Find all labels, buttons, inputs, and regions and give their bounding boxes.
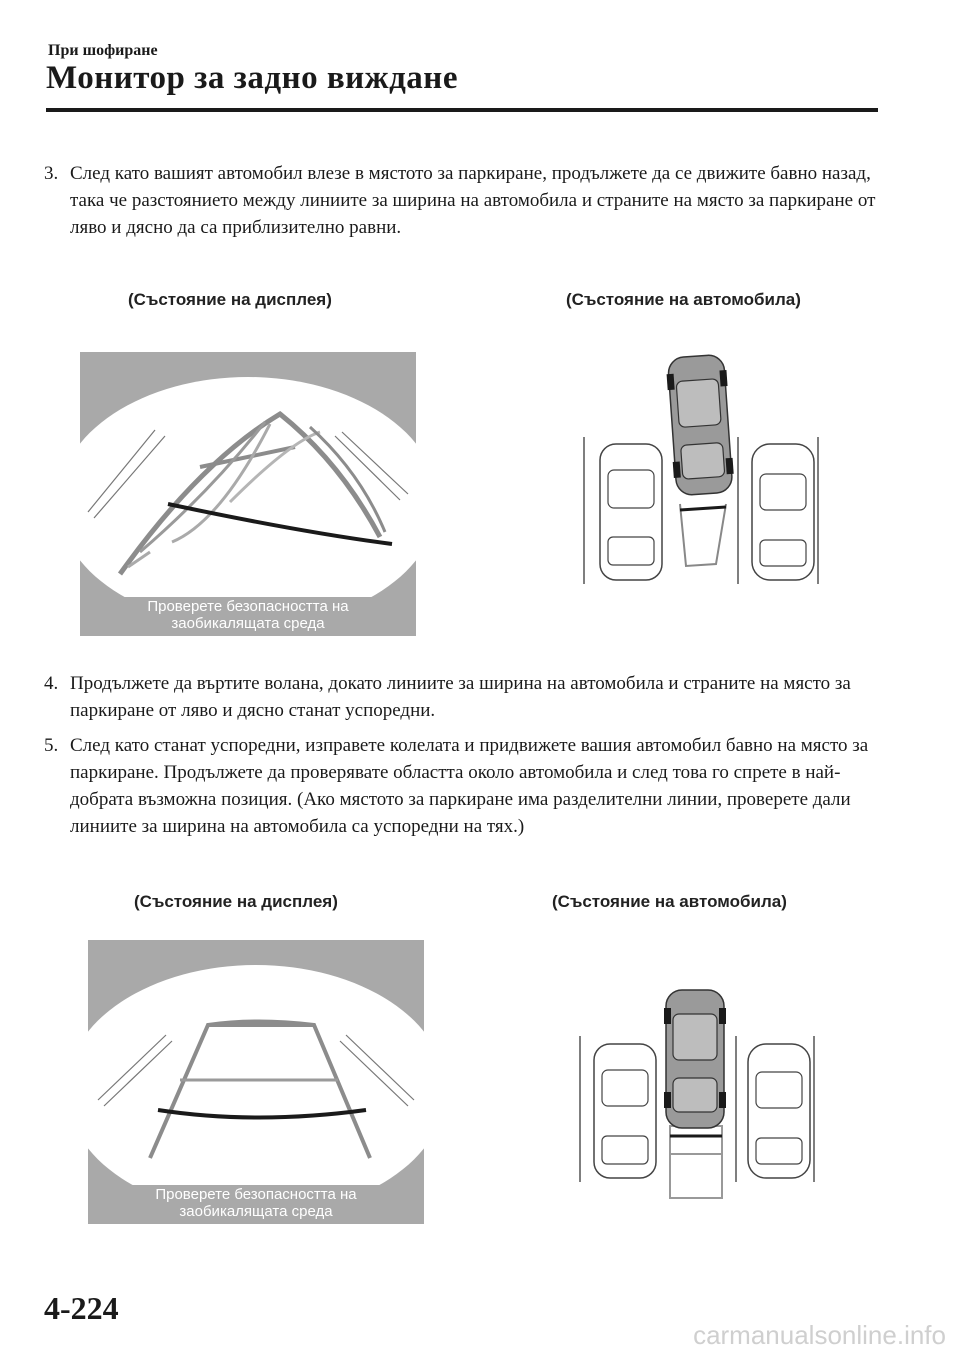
watermark: carmanualsonline.info <box>693 1320 946 1350</box>
page-number: 4-224 <box>44 1290 119 1326</box>
page-title: Монитор за задно виждане <box>46 60 458 96</box>
step-3 <box>44 160 884 241</box>
rear-camera-display-turning <box>80 352 416 636</box>
vehicle-state-parked <box>572 986 822 1204</box>
step-number: 3. <box>44 163 59 184</box>
safety-message: Проверете безопасността на заобикалящата среда <box>147 598 349 632</box>
display-state-caption: (Състояние на дисплея) <box>134 892 338 911</box>
step-text: След като станат успоредни, изправете колелата и придвижете вашия автомобил бавно на място за паркиране. Продължете да проверявате областта около автомобила и след това го спрете в най-добрата възможна позиция. (Ако мястото за паркиране има разделителни линии, проверете дали линиите за ширина на автомобила са успоредни на тях.) <box>70 735 869 837</box>
step-text: След като вашият автомобил влезе в мястото за паркиране, продължете да се движите бавно назад, така че разстоянието между линиите за ширина на автомобила и страните на място за паркиране от ляво и дясно да са приблизително равни. <box>70 163 876 238</box>
step-5 <box>44 732 884 840</box>
vehicle-state-caption: (Състояние на автомобила) <box>566 290 801 309</box>
vehicle-state-caption: (Състояние на автомобила) <box>552 892 787 911</box>
display-state-caption: (Състояние на дисплея) <box>128 290 332 309</box>
rear-camera-display-straight <box>88 940 424 1224</box>
step-4 <box>44 670 884 724</box>
step-number: 4. <box>44 673 59 694</box>
step-text: Продължете да въртите волана, докато линиите за ширина на автомобила и страните на място за паркиране от ляво и дясно станат успоредни. <box>70 673 851 721</box>
vehicle-state-turning <box>576 352 826 590</box>
section-label: При шофиране <box>48 42 158 59</box>
title-divider <box>46 108 878 112</box>
step-number: 5. <box>44 735 59 756</box>
safety-message: Проверете безопасността на заобикалящата среда <box>155 1186 357 1220</box>
